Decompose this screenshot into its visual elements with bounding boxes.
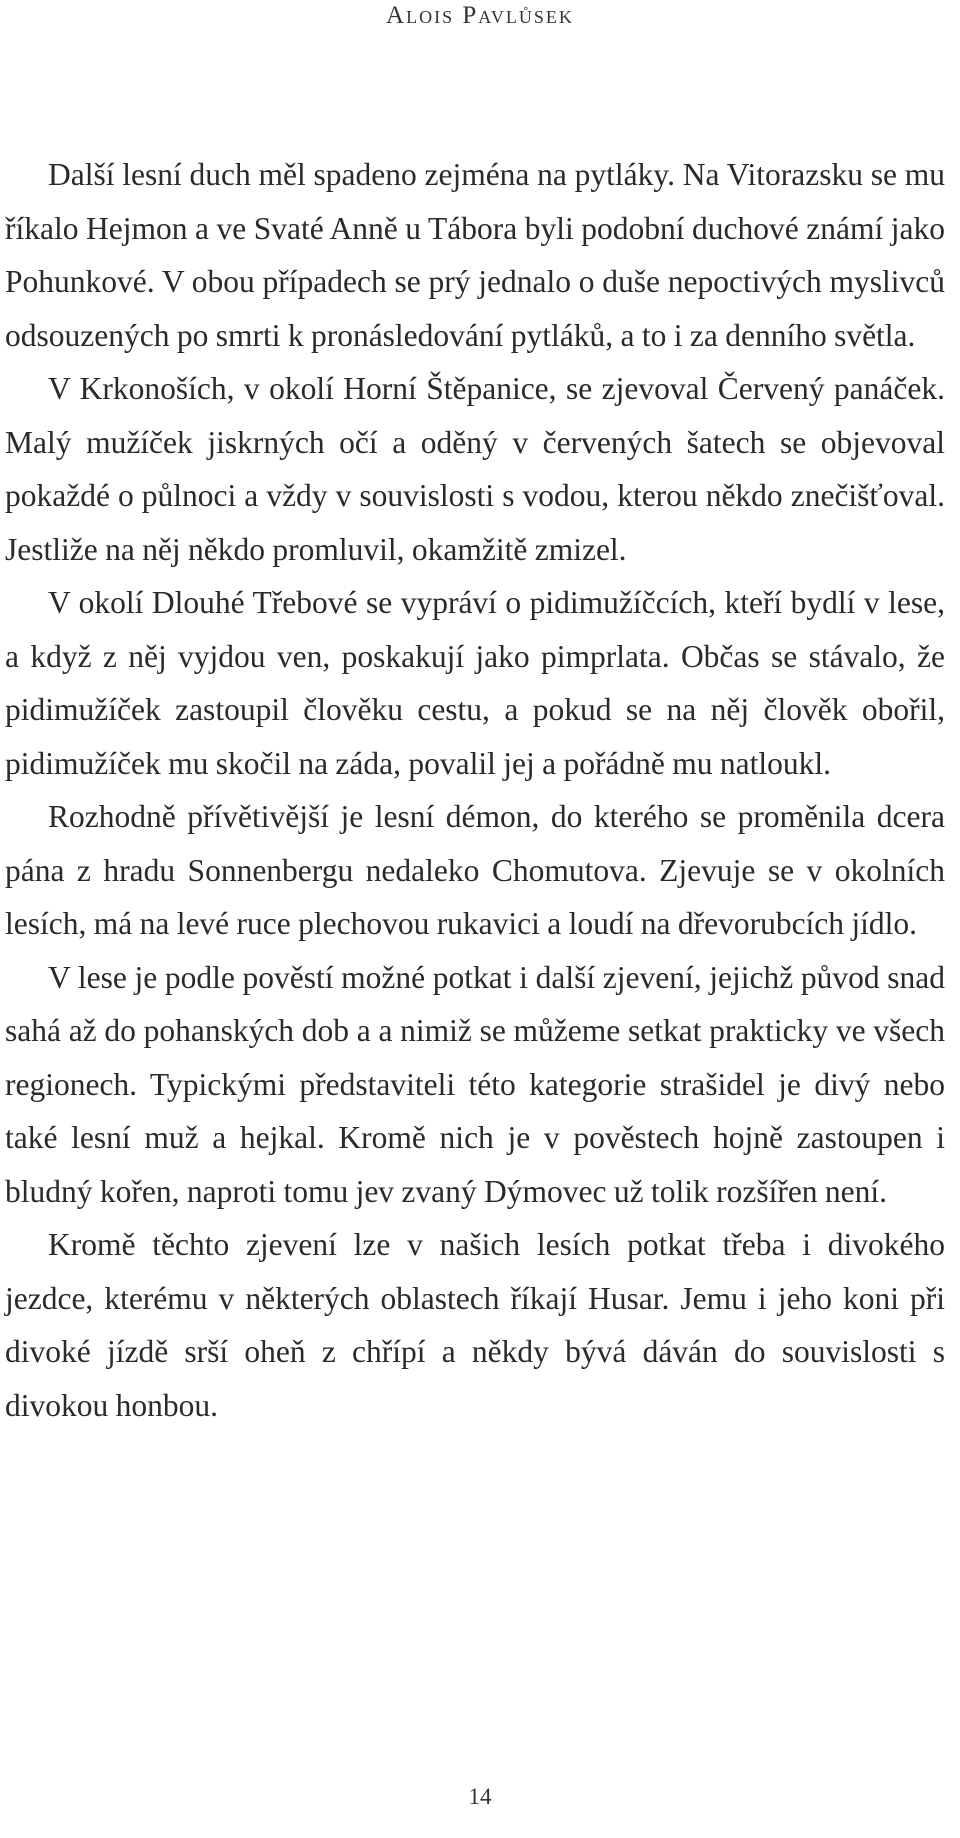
paragraph-forest-ghost-poachers: Další lesní duch měl spadeno zejména na pytláky. Na Vitorazsku se mu říkalo Hejmon a ve Svaté Anně u Tábora byli podobní duchové známí jako Pohunkové. V obou případech se prý jednalo o duše nepoctivých myslivců odsouzených po smrti k pronásledování pytláků, a to i za denního světla. [5,157,945,353]
page-body [5,148,945,1432]
paragraph-wild-rider: Kromě těchto zjevení lze v našich lesích potkat třeba i divokého jezdce, kterému v některých oblastech říkají Husar. Jemu i jeho koni při divoké jízdě srší oheň z chřípí a někdy bývá dáván do souvislosti s divokou honbou. [5,1227,945,1423]
paragraph-pidimuzicci: V okolí Dlouhé Třebové se vypráví o pidimužíčcích, kteří bydlí v lese, a když z něj vyjdou ven, poskakují jako pimprlata. Občas se stávalo, že pidimužíček zastoupil člověku cestu, a pokud se na něj člověk obořil, pidimužíček mu skočil na záda, povalil jej a pořádně mu natloukl. [5,585,945,781]
paragraph-other-apparitions: V lese je podle pověstí možné potkat i další zjevení, jejichž původ snad sahá až do pohanských dob a a nimiž se můžeme setkat prakticky ve všech regionech. Typickými představiteli této kategorie strašidel je divý nebo také lesní muž a hejkal. Kromě nich je v pověstech hojně zastoupen i bludný kořen, naproti tomu jev zvaný Dýmovec už tolik rozšířen není. [5,959,945,1209]
paragraph-red-manikin: V Krkonoších, v okolí Horní Štěpanice, se zjevoval Červený panáček. Malý mužíček jiskrných očí a oděný v červených šatech se objevoval pokaždé o půlnoci a vždy v souvislosti s vodou, kterou někdo znečišťoval. Jestliže na něj někdo promluvil, okamžitě zmizel. [5,371,945,567]
running-header: Alois Pavlůsek [386,2,574,29]
page-number: 14 [468,1784,492,1809]
paragraph-forest-demon: Rozhodně přívětivější je lesní démon, do kterého se proměnila dcera pána z hradu Sonnenbergu nedaleko Chomutova. Zjevuje se v okolních lesích, má na levé ruce plechovou rukavici a loudí na dřevorubcích jídlo. [5,799,945,941]
